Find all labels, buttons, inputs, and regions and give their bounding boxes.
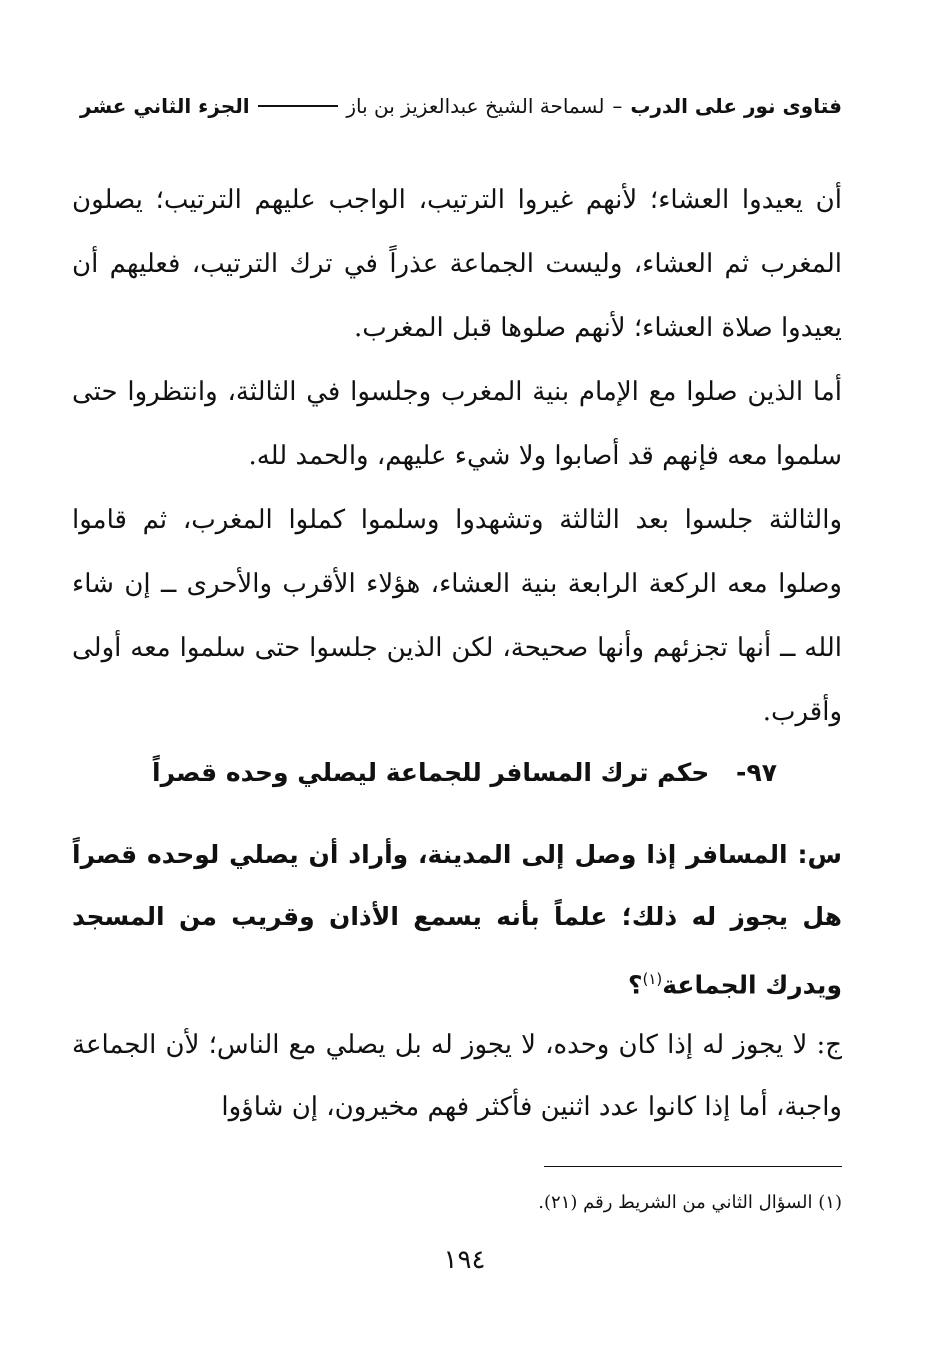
footnote <box>72 1188 842 1218</box>
header-separator: – <box>612 94 623 118</box>
answer-text: ج: لا يجوز له إذا كان وحده، لا يجوز له بل يصلي مع الناس؛ لأن الجماعة واجبة، أما إذا كانوا عدد اثنين فأكثر فهم مخيرون، إن شاؤوا <box>72 1030 842 1122</box>
header-rule <box>258 105 339 107</box>
answer-block <box>72 1014 842 1138</box>
header-book-title: فتاوى نور على الدرب <box>630 94 842 118</box>
section-number: ٩٧- <box>736 758 777 787</box>
footnote-divider <box>544 1166 842 1167</box>
section-heading <box>0 748 929 798</box>
header-part: الجزء الثاني عشر <box>80 94 250 118</box>
footnote-reference: (١) <box>642 970 663 988</box>
question-mark: ؟ <box>627 970 643 1000</box>
header-author: لسماحة الشيخ عبدالعزيز بن باز <box>346 94 605 118</box>
paragraph-text: أن يعيدوا العشاء؛ لأنهم غيروا الترتيب، الواجب عليهم الترتيب؛ يصلون المغرب ثم العشاء، وليست الجماعة عذراً في ترك الترتيب، فعليهم أن يعيدوا صلاة العشاء؛ لأنهم صلوها قبل المغرب. <box>72 185 842 343</box>
paragraph-3 <box>72 488 842 744</box>
paragraph-text: والثالثة جلسوا بعد الثالثة وتشهدوا وسلموا كملوا المغرب، ثم قاموا وصلوا معه الركعة الرابعة بنية العشاء، هؤلاء الأقرب والأحرى ــ إن شاء الله ــ أنها تجزئهم وأنها صحيحة، لكن الذين جلسوا حتى سلموا معه أولى وأقرب. <box>72 505 842 727</box>
running-header <box>80 86 842 126</box>
question-block <box>72 824 842 1016</box>
paragraph-1 <box>72 168 842 360</box>
paragraph-2 <box>72 360 842 488</box>
footnote-text: (١) السؤال الثاني من الشريط رقم (٢١). <box>538 1192 842 1213</box>
question-text: س: المسافر إذا وصل إلى المدينة، وأراد أن يصلي لوحده قصراً هل يجوز له ذلك؛ علماً بأنه يسمع الأذان وقريب من المسجد ويدرك الجماعة <box>72 840 842 1000</box>
paragraph-text: أما الذين صلوا مع الإمام بنية المغرب وجلسوا في الثالثة، وانتظروا حتى سلموا معه فإنهم قد أصابوا ولا شيء عليهم، والحمد لله. <box>72 377 842 471</box>
page-number: ١٩٤ <box>443 1245 486 1275</box>
section-title: حكم ترك المسافر للجماعة ليصلي وحده قصراً <box>152 758 710 787</box>
